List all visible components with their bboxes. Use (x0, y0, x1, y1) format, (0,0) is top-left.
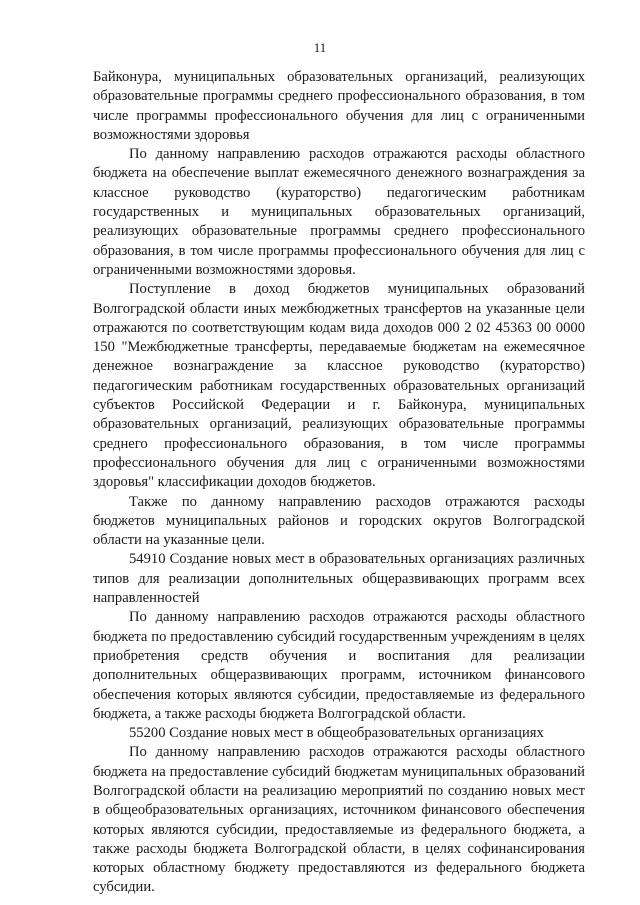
document-body (93, 68, 585, 898)
paragraph-expense-direction-description: По данному направлению расходов отражаются расходы областного бюджета на обеспечение выплат ежемесячного денежного вознаграждения за классное руководство (кураторство) педагогическим работникам государственных и муниципальных образовательных организаций, реализующих образовательные программы среднего профессионального образования, в том числе программы профессионального обучения для лиц с ограниченными возможностями здоровья. (93, 146, 585, 278)
section-heading-55200: 55200 Создание новых мест в общеобразовательных организациях (129, 725, 544, 742)
paragraph-continuation: Байконура, муниципальных образовательных организаций, реализующих образовательные программы среднего профессионального образования, в том числе программы профессионального обучения для лиц с ограниченными возможностями здоровья (93, 69, 585, 143)
section-heading-54910: 54910 Создание новых мест в образовательных организациях различных типов для реализации дополнительных общеразвивающих программ всех направленностей (93, 551, 585, 607)
paragraph-municipal-expenses: Также по данному направлению расходов отражаются расходы бюджетов муниципальных районов и городских округов Волгоградской области на указанные цели. (93, 493, 585, 549)
paragraph-54910-description: По данному направлению расходов отражаются расходы областного бюджета по предоставлению субсидий государственным учреждениям в целях приобретения средств обучения и воспитания для реализации дополнительных общеразвивающих программ, источником финансового обеспечения которых являются субсидии, предоставляемые из федерального бюджета, а также расходы бюджета Волгоградской области. (93, 609, 585, 722)
paragraph-revenue-receipt: Поступление в доход бюджетов муниципальных образований Волгоградской области иных межбюджетных трансфертов на указанные цели отражаются по соответствующим кодам вида доходов 000 2 02 45363 00 0000 150 "Межбюджетные трансферты, передаваемые бюджетам на ежемесячное денежное вознаграждение за классное руководство (кураторство) педагогическим работникам государственных образовательных организаций субъектов Российской Федерации и г. Байконура, муниципальных образовательных организаций, реализующих образовательные программы среднего профессионального образования, в том числе программы профессионального обучения для лиц с ограниченными возможностями здоровья" классификации доходов бюджетов. (93, 281, 585, 491)
page-number: 11 (313, 40, 327, 55)
paragraph-55200-description: По данному направлению расходов отражаются расходы областного бюджета на предоставление субсидий бюджетам муниципальных образований Волгоградской области на реализацию мероприятий по созданию новых мест в общеобразовательных организациях, источником финансового обеспечения которых являются субсидии, предоставляемые из федерального бюджета, а также расходы бюджета Волгоградской области, в целях софинансирования которых областному бюджету предоставляются из федерального бюджета субсидии. (93, 744, 585, 896)
